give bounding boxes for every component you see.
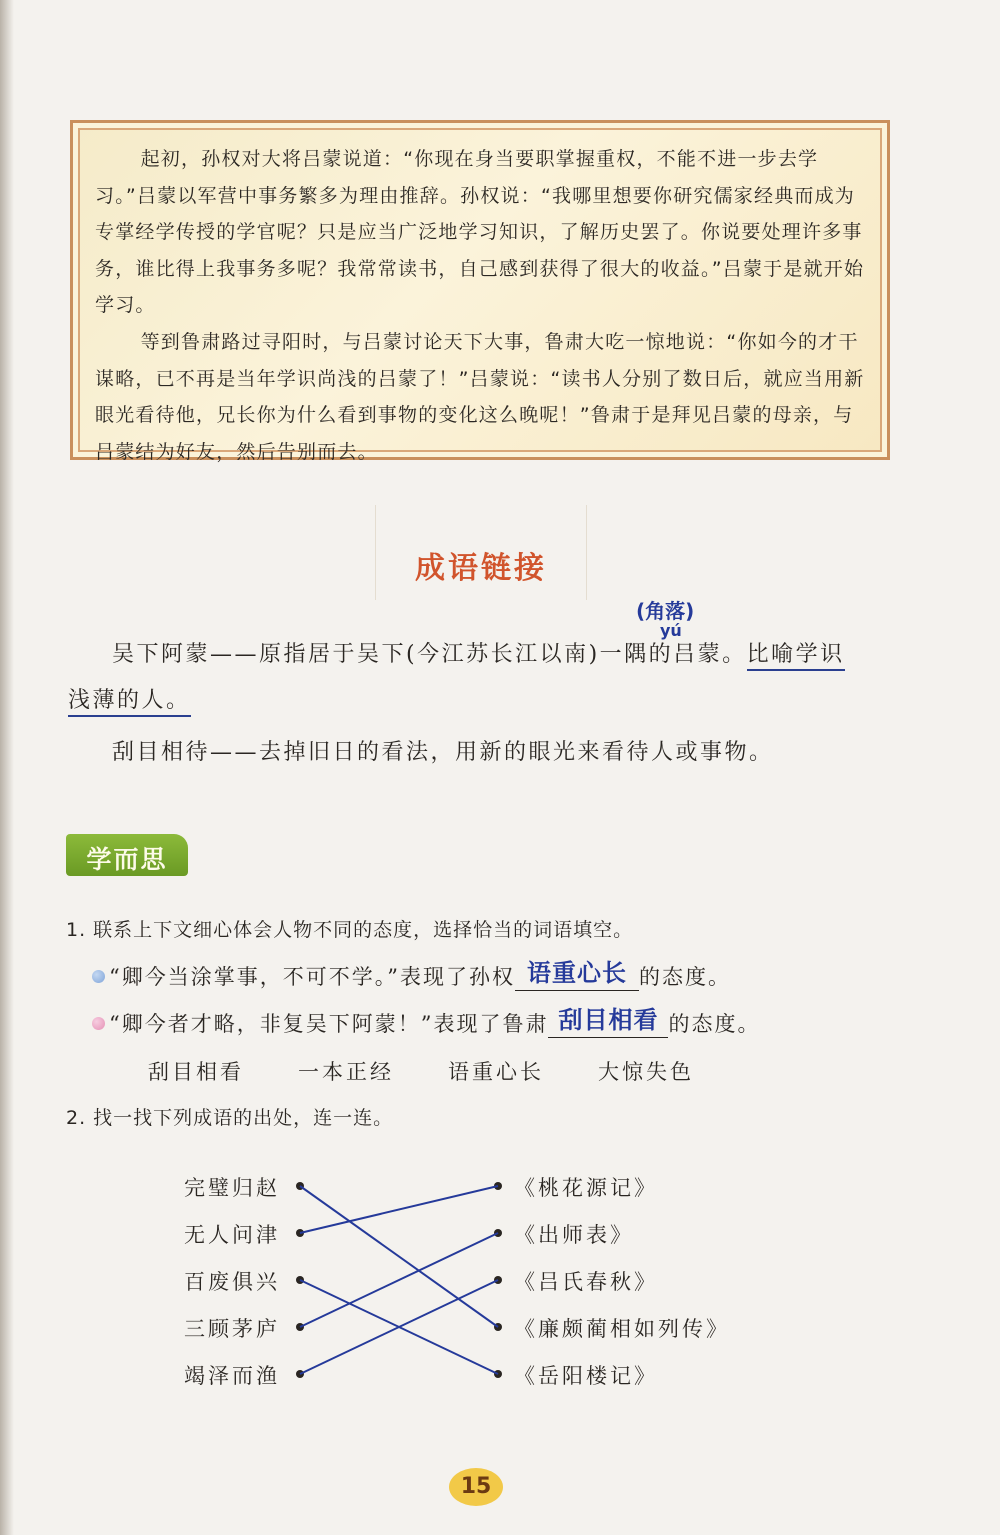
translation-paragraph-2: 等到鲁肃路过寻阳时，与吕蒙讨论天下大事，鲁肃大吃一惊地说：“你如今的才干谋略，已不再是当年学识尚浅的吕蒙了！”吕蒙说：“读书人分别了数日后，就应当用新眼光看待他，兄长你为什么看到事物的变化这么晚呢！”鲁肃于是拜见吕蒙的母亲，与吕蒙结为好友，然后告别而去。 [95,331,865,463]
idiom-item: 三顾茅庐 [184,1317,280,1341]
connection-line [300,1280,498,1374]
connection-line [300,1186,498,1233]
choice-word: 刮目相看 [148,1060,244,1084]
blue-bullet-icon [92,970,105,983]
item-2-suffix: 的态度。 [668,1012,761,1036]
source-item: 《吕氏春秋》 [514,1270,658,1294]
question-1-item-1 [92,961,731,991]
exercise-badge [66,834,188,876]
source-dot[interactable] [494,1229,502,1237]
source-item: 《出师表》 [514,1223,634,1247]
item-2-text: “卿今者才略，非复吴下阿蒙！”表现了鲁肃 [109,1012,549,1036]
badge-label: 学而思 [86,845,168,874]
idiom-item: 完璧归赵 [184,1176,280,1200]
answer-blank-2[interactable] [548,1006,668,1038]
idiom-dot[interactable] [296,1370,304,1378]
idiom-dot[interactable] [296,1276,304,1284]
idiom-definition-2: 刮目相待——去掉旧日的看法，用新的眼光来看待人或事物。 [112,740,774,765]
idiom-dot[interactable] [296,1323,304,1331]
translation-paragraph-1: 起初，孙权对大将吕蒙说道：“你现在身当要职掌握重权，不能不进一步去学习。”吕蒙以军营中事务繁多为理由推辞。孙权说：“我哪里想要你研究儒家经典而成为专掌经学传授的学官呢？只是应当广泛地学习知识，了解历史罢了。你说要处理许多事务，谁比得上我事务多呢？我常常读书，自己感到获得了很大的收益。”吕蒙于是就开始学习。 [95,148,865,316]
choice-word: 一本正经 [298,1060,394,1084]
question-1-item-2 [92,1008,760,1038]
source-dot[interactable] [494,1276,502,1284]
translation-box [70,120,890,463]
connection-line [300,1280,498,1374]
question-2-prompt: 2. 找一找下列成语的出处，连一连。 [66,1107,394,1129]
source-dot[interactable] [494,1370,502,1378]
handwritten-pinyin: yú [660,621,682,640]
idiom-1-underlined-a: 比喻学识 [747,642,845,671]
idiom-link-header [375,505,587,600]
connection-line [300,1186,498,1327]
idiom-definition-1 [68,632,908,724]
page-number: 15 [449,1468,503,1506]
page-gutter-shadow [0,0,14,1535]
idiom-item: 百废俱兴 [184,1270,280,1294]
source-item: 《桃花源记》 [514,1176,658,1200]
idiom-1-underlined-b: 浅薄的人。 [68,688,191,717]
section-title: 成语链接 [415,551,547,586]
handwritten-answer-2: 刮目相看 [558,1006,659,1034]
answer-blank-1[interactable] [515,959,639,991]
source-item: 《廉颇蔺相如列传》 [514,1317,730,1341]
source-dot[interactable] [494,1182,502,1190]
source-dot[interactable] [494,1323,502,1331]
handwritten-note: (角落) [636,599,695,623]
choice-word: 大惊失色 [598,1060,694,1084]
idiom-dot[interactable] [296,1229,304,1237]
question-1-prompt: 1. 联系上下文细心体会人物不同的态度，选择恰当的词语填空。 [66,919,634,941]
handwritten-answer-1: 语重心长 [526,959,627,987]
idiom-1-text: 吴下阿蒙——原指居于吴下(今江苏长江以南)一隅的吕蒙。 [112,642,747,667]
idiom-item: 无人问津 [184,1223,280,1247]
item-1-suffix: 的态度。 [638,965,731,989]
idiom-dot[interactable] [296,1182,304,1190]
idiom-item: 竭泽而渔 [184,1364,280,1388]
item-1-text: “卿今当涂掌事，不可不学。”表现了孙权 [109,965,515,989]
pink-bullet-icon [92,1017,105,1030]
connection-line [300,1233,498,1327]
choice-word: 语重心长 [448,1060,544,1084]
source-item: 《岳阳楼记》 [514,1364,658,1388]
